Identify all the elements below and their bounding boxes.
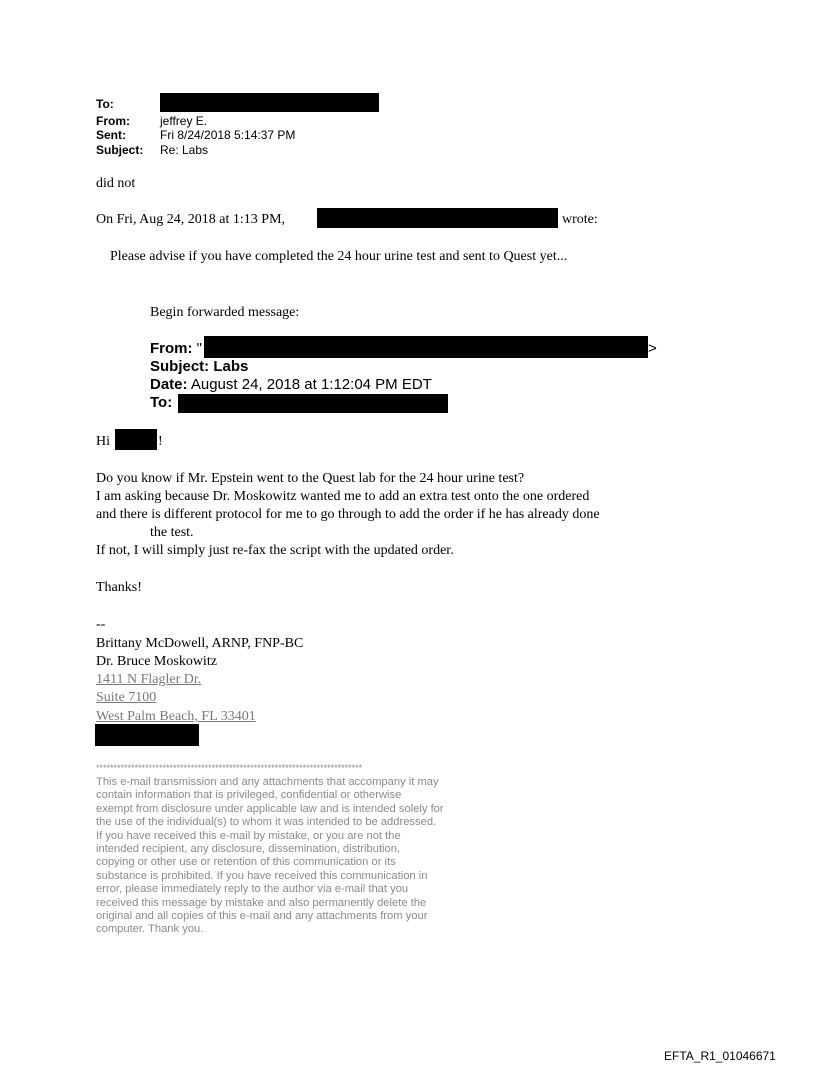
signature-address-link-1[interactable]: 1411 N Flagler Dr.: [96, 672, 202, 687]
message-thanks: Thanks!: [96, 580, 142, 595]
disclaimer-line: If you have received this e-mail by mistake, or you are not the: [96, 829, 401, 842]
reply-body: did not: [96, 176, 136, 191]
disclaimer-line: copying or other use or retention of this communication or its: [96, 856, 396, 869]
greeting-suffix: !: [158, 434, 163, 449]
greeting-prefix: Hi: [96, 434, 110, 449]
signature-name: Brittany McDowell, ARNP, FNP-BC: [96, 636, 304, 651]
sent-value: Fri 8/24/2018 5:14:37 PM: [160, 128, 296, 142]
redacted-signature-phone: [95, 724, 199, 746]
forwarded-to-line: [150, 394, 172, 412]
forwarded-date-line: [150, 376, 432, 394]
to-label: To:: [96, 97, 114, 111]
redacted-forwarded-from: [204, 336, 648, 358]
forwarded-intro: Begin forwarded message:: [150, 305, 300, 320]
forwarded-subject-line: [150, 358, 248, 376]
redacted-quoted-sender: [317, 208, 558, 228]
message-line-2: I am asking because Dr. Moskowitz wanted me to add an extra test onto the one ordered: [96, 489, 590, 504]
signature-address-link-3[interactable]: West Palm Beach, FL 33401: [96, 709, 256, 724]
disclaimer-line: contain information that is privileged, confidential or otherwise: [96, 789, 402, 802]
signature-address-link-2[interactable]: Suite 7100: [96, 690, 157, 705]
from-value: jeffrey E.: [160, 114, 208, 128]
message-line-4: the test.: [150, 525, 194, 540]
forwarded-from-label: From:: [150, 340, 193, 357]
disclaimer-text: [96, 776, 444, 937]
disclaimer-line: intended recipient, any disclosure, dissemination, distribution,: [96, 843, 401, 856]
disclaimer-line: original and all copies of this e-mail and any attachments from your: [96, 910, 428, 923]
signature-doctor: Dr. Bruce Moskowitz: [96, 654, 217, 669]
message-line-3: and there is different protocol for me to go through to add the order if he has already done: [96, 507, 600, 522]
signature-separator: --: [96, 617, 106, 632]
disclaimer-separator: ****************************************************************************: [96, 763, 363, 773]
forwarded-from-line: [150, 340, 202, 358]
forwarded-date-value: August 24, 2018 at 1:12:04 PM EDT: [190, 376, 432, 393]
redacted-forwarded-to: [178, 394, 448, 413]
forwarded-subject-value: Labs: [213, 358, 249, 375]
disclaimer-line: the use of the individual(s) to whom it was intended to be addressed.: [96, 816, 437, 829]
disclaimer-line: computer. Thank you.: [96, 923, 204, 936]
forwarded-from-close: >: [648, 340, 657, 357]
quote-intro-suffix: wrote:: [562, 212, 598, 227]
message-line-5: If not, I will simply just re-fax the script with the updated order.: [96, 543, 454, 558]
disclaimer-line: exempt from disclosure under applicable law and is intended solely for: [96, 802, 444, 815]
disclaimer-line: error, please immediately reply to the author via e-mail that you: [96, 883, 409, 896]
disclaimer-line: This e-mail transmission and any attachments that accompany it may: [96, 776, 439, 788]
disclaimer-line: received this message by mistake and also permanently delete the: [96, 896, 427, 909]
message-line-1: Do you know if Mr. Epstein went to the Quest lab for the 24 hour urine test?: [96, 471, 525, 486]
sent-label: Sent:: [96, 128, 126, 142]
forwarded-date-label: Date:: [150, 376, 188, 393]
quote-intro-prefix: On Fri, Aug 24, 2018 at 1:13 PM,: [96, 212, 286, 227]
forwarded-subject-label: Subject:: [150, 358, 210, 375]
redacted-to-recipient: [160, 93, 379, 112]
subject-value: Re: Labs: [160, 143, 209, 157]
redacted-greeting-name: [115, 429, 157, 450]
document-id: EFTA_R1_01046671: [664, 1049, 776, 1063]
forwarded-from-open-quote: ": [196, 340, 202, 357]
disclaimer-line: substance is prohibited. If you have received this communication in: [96, 869, 428, 882]
subject-label: Subject:: [96, 143, 144, 157]
from-label: From:: [96, 114, 130, 128]
quoted-message: Please advise if you have completed the 24 hour urine test and sent to Quest yet...: [110, 249, 568, 264]
forwarded-to-label: To:: [150, 394, 173, 411]
